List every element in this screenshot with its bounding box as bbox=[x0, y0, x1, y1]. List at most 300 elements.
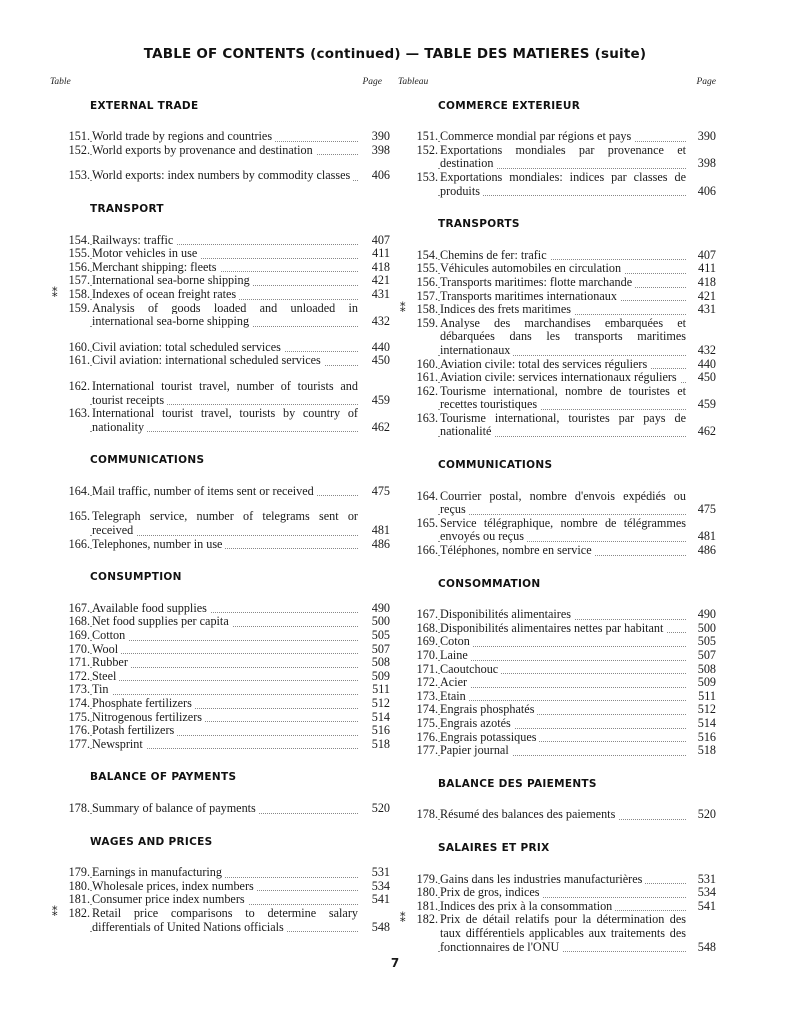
toc-entry[interactable] bbox=[50, 302, 390, 329]
entry-title bbox=[438, 490, 686, 517]
toc-entry[interactable] bbox=[50, 380, 390, 407]
column-header bbox=[50, 76, 390, 90]
table-number-text: 158. bbox=[68, 286, 90, 301]
toc-entry[interactable] bbox=[398, 290, 716, 304]
toc-entry[interactable] bbox=[398, 873, 716, 887]
toc-entry[interactable] bbox=[50, 247, 390, 261]
entry-title-text: Tourisme international, nombre de touristes et recettes touristiques bbox=[440, 384, 686, 412]
table-number-text: 170. bbox=[68, 641, 90, 656]
toc-entry[interactable] bbox=[398, 900, 716, 914]
page-reference[interactable]: 531 bbox=[697, 871, 716, 886]
page-reference[interactable]: 509 bbox=[697, 675, 716, 690]
toc-entry[interactable] bbox=[398, 913, 716, 954]
toc-entry[interactable] bbox=[398, 317, 716, 358]
table-number-text: 178. bbox=[416, 807, 438, 822]
entry-title-text: Disponibilités alimentaires bbox=[440, 608, 574, 621]
page-reference[interactable]: 518 bbox=[371, 736, 390, 751]
table-number bbox=[398, 171, 438, 185]
entry-title bbox=[438, 717, 686, 731]
table-number-text: 170. bbox=[416, 648, 438, 662]
page-reference[interactable]: 505 bbox=[371, 628, 390, 643]
table-number bbox=[398, 717, 438, 731]
entry-title bbox=[438, 731, 686, 745]
toc-entry[interactable] bbox=[50, 907, 390, 934]
entry-title-text: Civil aviation: total scheduled services bbox=[92, 341, 284, 354]
table-number-text: 168. bbox=[416, 620, 438, 635]
toc-section bbox=[398, 578, 716, 758]
page-number: 7 bbox=[390, 956, 400, 970]
toc-entry[interactable] bbox=[398, 703, 716, 717]
dot-leader bbox=[438, 687, 686, 688]
toc-entry[interactable] bbox=[398, 731, 716, 745]
toc-entry[interactable] bbox=[398, 886, 716, 900]
table-number-text: 154. bbox=[68, 232, 90, 247]
table-number-text: 175. bbox=[68, 709, 90, 724]
page-reference[interactable]: 500 bbox=[371, 614, 390, 629]
table-number bbox=[50, 169, 90, 183]
page-reference[interactable]: 490 bbox=[697, 607, 716, 622]
entry-title bbox=[90, 510, 358, 537]
entry-title bbox=[90, 602, 358, 616]
toc-entry[interactable] bbox=[50, 288, 390, 302]
entry-title-text: Disponibilités alimentaires nettes par habitant bbox=[440, 622, 666, 635]
page-reference[interactable]: 462 bbox=[697, 424, 716, 439]
entry-title-text: Exportations mondiales par provenance et destination bbox=[440, 143, 686, 171]
entry-title bbox=[90, 341, 358, 355]
table-number-text: 159. bbox=[416, 315, 438, 330]
toc-section bbox=[50, 571, 390, 751]
page-reference[interactable]: 516 bbox=[371, 723, 390, 738]
table-number-text: 180. bbox=[416, 885, 438, 900]
entry-title bbox=[438, 371, 686, 385]
page-reference[interactable]: 398 bbox=[371, 142, 390, 157]
toc-entry[interactable] bbox=[50, 261, 390, 275]
entry-title-text: Potash fertilizers bbox=[92, 724, 177, 737]
table-number-text: 167. bbox=[416, 607, 438, 622]
toc-section bbox=[50, 454, 390, 551]
dot-leader bbox=[90, 694, 358, 695]
table-number-text: 167. bbox=[68, 600, 90, 615]
page-reference[interactable]: 398 bbox=[697, 156, 716, 171]
page-reference[interactable]: 432 bbox=[371, 314, 390, 329]
table-number bbox=[50, 302, 90, 316]
toc-entry[interactable] bbox=[398, 608, 716, 622]
toc-entry[interactable] bbox=[50, 802, 390, 816]
page-reference[interactable]: 407 bbox=[697, 247, 716, 262]
toc-entry[interactable] bbox=[398, 144, 716, 171]
table-number-text: 161. bbox=[68, 353, 90, 368]
table-number-text: 169. bbox=[68, 628, 90, 643]
entry-title-text: Rubber bbox=[92, 656, 131, 669]
entry-title bbox=[90, 288, 358, 302]
entry-title-text: Available food supplies bbox=[92, 602, 210, 615]
page-reference[interactable]: 507 bbox=[371, 641, 390, 656]
toc-entry[interactable] bbox=[50, 866, 390, 880]
table-number-text: 174. bbox=[416, 702, 438, 717]
table-number-text: 155. bbox=[416, 261, 438, 276]
page-reference[interactable]: 486 bbox=[697, 543, 716, 558]
table-number bbox=[50, 130, 90, 144]
section-title: CONSOMMATION bbox=[438, 577, 541, 590]
page-reference[interactable]: 450 bbox=[371, 353, 390, 368]
page-reference[interactable]: 512 bbox=[371, 696, 390, 710]
table-number bbox=[50, 144, 90, 158]
toc-entry[interactable] bbox=[398, 303, 716, 317]
section-title: BALANCE DES PAIEMENTS bbox=[438, 777, 597, 790]
toc-entry[interactable] bbox=[398, 517, 716, 544]
entry-title-text: Wholesale prices, index numbers bbox=[92, 880, 257, 893]
page-reference[interactable]: 531 bbox=[371, 865, 390, 880]
table-number-text: 158. bbox=[416, 302, 438, 317]
entry-title bbox=[90, 234, 358, 248]
page-reference[interactable]: 534 bbox=[371, 878, 390, 893]
entry-title-text: Exportations mondiales: indices par classes de produits bbox=[440, 170, 686, 198]
table-number-text: 182. bbox=[68, 905, 90, 920]
entry-title bbox=[438, 358, 686, 372]
toc-entry[interactable] bbox=[398, 649, 716, 663]
table-number bbox=[398, 262, 438, 276]
entry-title-text: Transports maritimes: flotte marchande bbox=[440, 276, 635, 289]
entry-title bbox=[438, 635, 686, 649]
table-number bbox=[50, 893, 90, 907]
table-column-label: Table bbox=[50, 77, 71, 87]
table-number-text: 172. bbox=[416, 675, 438, 690]
toc-entry[interactable] bbox=[50, 711, 390, 725]
toc-entry[interactable] bbox=[50, 738, 390, 752]
page-reference[interactable]: 508 bbox=[697, 661, 716, 676]
page-reference[interactable]: 390 bbox=[697, 129, 716, 144]
table-column-label: Tableau bbox=[398, 77, 429, 87]
table-number bbox=[398, 900, 438, 914]
section-title: WAGES AND PRICES bbox=[90, 835, 213, 848]
table-number bbox=[398, 249, 438, 263]
toc-entry[interactable] bbox=[398, 358, 716, 372]
entry-title bbox=[438, 262, 686, 276]
table-number bbox=[398, 635, 438, 649]
table-number bbox=[50, 274, 90, 288]
toc-entry[interactable] bbox=[398, 385, 716, 412]
table-number-text: 178. bbox=[68, 800, 90, 815]
toc-entry[interactable] bbox=[398, 544, 716, 558]
entry-title bbox=[90, 880, 358, 894]
entry-title bbox=[438, 544, 686, 558]
toc-entry[interactable] bbox=[50, 354, 390, 368]
toc-entry[interactable] bbox=[50, 893, 390, 907]
table-number-text: 157. bbox=[68, 273, 90, 288]
table-number-text: 165. bbox=[68, 509, 90, 524]
toc-entry[interactable] bbox=[50, 407, 390, 434]
toc-entry[interactable] bbox=[50, 144, 390, 158]
table-number-text: 176. bbox=[416, 729, 438, 744]
toc-entry[interactable] bbox=[398, 262, 716, 276]
new-table-marker-icon: ⁑ bbox=[52, 287, 58, 300]
table-number-text: 173. bbox=[416, 688, 438, 703]
table-number bbox=[398, 703, 438, 717]
entry-title-text: Prix de détail relatifs pour la détermination des taux différentiels applicables aux traitements des fonctionnaires de l'ONU bbox=[440, 913, 686, 954]
toc-entry[interactable] bbox=[398, 622, 716, 636]
toc-entry[interactable] bbox=[50, 683, 390, 697]
page-reference[interactable]: 505 bbox=[697, 634, 716, 649]
entry-title-text: Newsprint bbox=[92, 738, 146, 751]
section-title: BALANCE OF PAYMENTS bbox=[90, 771, 237, 784]
entry-title-text: Téléphones, nombre en service bbox=[440, 544, 595, 557]
page-reference[interactable]: 450 bbox=[697, 370, 716, 385]
toc-entry[interactable] bbox=[50, 724, 390, 738]
table-number bbox=[398, 913, 438, 927]
page-reference[interactable]: 518 bbox=[697, 743, 716, 758]
page-reference[interactable]: 411 bbox=[372, 246, 390, 261]
entry-title-text: Laine bbox=[440, 649, 471, 662]
page-column-label: Page bbox=[696, 77, 716, 87]
entry-title bbox=[438, 144, 686, 171]
entry-title-text: Wool bbox=[92, 643, 121, 656]
page-reference[interactable]: 534 bbox=[697, 885, 716, 900]
entry-title bbox=[438, 676, 686, 690]
entry-title-text: Service télégraphique, nombre de télégrammes envoyés ou reçus bbox=[440, 516, 686, 544]
entry-title-text: International sea-borne shipping bbox=[92, 274, 253, 287]
section-title: COMMERCE EXTERIEUR bbox=[438, 99, 581, 112]
column-header bbox=[398, 76, 716, 90]
page-reference[interactable]: 440 bbox=[371, 339, 390, 354]
toc-entry[interactable] bbox=[50, 130, 390, 144]
table-number-text: 151. bbox=[68, 129, 90, 144]
entry-title bbox=[90, 866, 358, 880]
table-number-text: 176. bbox=[68, 723, 90, 738]
table-number-text: 157. bbox=[416, 288, 438, 303]
table-number bbox=[398, 649, 438, 663]
section-title: CONSUMPTION bbox=[90, 571, 182, 584]
table-number bbox=[398, 290, 438, 304]
page-reference[interactable]: 481 bbox=[371, 523, 390, 538]
toc-entry[interactable] bbox=[398, 808, 716, 822]
entry-title bbox=[90, 274, 358, 288]
table-number bbox=[398, 371, 438, 385]
table-number bbox=[50, 711, 90, 725]
table-number bbox=[50, 907, 90, 921]
entry-title bbox=[90, 302, 358, 329]
entry-title bbox=[90, 247, 358, 261]
table-number bbox=[398, 144, 438, 158]
table-number bbox=[398, 317, 438, 331]
page-reference[interactable]: 459 bbox=[697, 397, 716, 412]
page-reference[interactable]: 514 bbox=[697, 715, 716, 730]
page-reference[interactable]: 406 bbox=[371, 168, 390, 183]
table-number-text: 163. bbox=[68, 406, 90, 421]
entry-title-text: Etain bbox=[440, 690, 469, 703]
table-number-text: 165. bbox=[416, 515, 438, 530]
page-reference[interactable]: 541 bbox=[697, 898, 716, 913]
table-number-text: 181. bbox=[416, 898, 438, 913]
entry-title bbox=[438, 703, 686, 717]
toc-entry[interactable] bbox=[50, 656, 390, 670]
table-number bbox=[50, 602, 90, 616]
page-reference[interactable]: 509 bbox=[371, 668, 390, 683]
table-number bbox=[50, 234, 90, 248]
entry-title-text: International tourist travel, number of tourists and tourist receipts bbox=[92, 379, 358, 407]
table-number bbox=[50, 380, 90, 394]
entry-title-text: Indices des prix à la consommation bbox=[440, 900, 615, 913]
toc-entry[interactable] bbox=[50, 234, 390, 248]
table-number-text: 161. bbox=[416, 370, 438, 385]
toc-entry[interactable] bbox=[50, 538, 390, 552]
page-reference[interactable]: 475 bbox=[371, 483, 390, 498]
entry-title-text: Retail price comparisons to determine salary differentials of United Nations officials bbox=[92, 906, 358, 934]
toc-entry[interactable] bbox=[50, 629, 390, 643]
entry-title bbox=[90, 380, 358, 407]
toc-entry[interactable] bbox=[50, 643, 390, 657]
table-number bbox=[398, 873, 438, 887]
table-number bbox=[398, 886, 438, 900]
page-reference[interactable]: 508 bbox=[371, 655, 390, 670]
page-reference[interactable]: 520 bbox=[697, 807, 716, 822]
page-reference[interactable]: 475 bbox=[697, 502, 716, 517]
table-number bbox=[398, 544, 438, 558]
table-number-text: 151. bbox=[416, 129, 438, 144]
toc-entry[interactable] bbox=[50, 880, 390, 894]
toc-column-english bbox=[50, 76, 390, 954]
entry-title-text: World trade by regions and countries bbox=[92, 130, 275, 143]
toc-entry[interactable] bbox=[398, 276, 716, 290]
page-reference[interactable]: 431 bbox=[371, 286, 390, 301]
toc-entry[interactable] bbox=[50, 510, 390, 537]
page-reference[interactable]: 486 bbox=[371, 536, 390, 551]
entry-title bbox=[90, 724, 358, 738]
page-reference[interactable]: 462 bbox=[371, 419, 390, 434]
page-reference[interactable]: 390 bbox=[371, 129, 390, 144]
table-number bbox=[398, 303, 438, 317]
table-number-text: 169. bbox=[416, 634, 438, 649]
section-title: SALAIRES ET PRIX bbox=[438, 841, 550, 854]
page-reference[interactable]: 548 bbox=[697, 939, 716, 954]
table-number-text: 182. bbox=[416, 912, 438, 927]
entry-title-text: Résumé des balances des paiements bbox=[440, 808, 618, 821]
page-reference[interactable]: 548 bbox=[371, 919, 390, 934]
table-number-text: 155. bbox=[68, 246, 90, 261]
table-number-text: 166. bbox=[416, 543, 438, 558]
table-number bbox=[398, 130, 438, 144]
toc-entry[interactable] bbox=[398, 490, 716, 517]
page-reference[interactable]: 418 bbox=[371, 259, 390, 274]
page-reference[interactable]: 520 bbox=[371, 800, 390, 815]
table-number-text: 172. bbox=[68, 668, 90, 683]
toc-entry[interactable] bbox=[50, 615, 390, 629]
entry-title bbox=[438, 130, 686, 144]
table-number bbox=[398, 490, 438, 504]
page-reference[interactable]: 459 bbox=[371, 392, 390, 407]
page-reference[interactable]: 481 bbox=[697, 529, 716, 544]
entry-title bbox=[90, 670, 358, 684]
toc-section bbox=[398, 459, 716, 558]
table-number bbox=[50, 615, 90, 629]
toc-entry[interactable] bbox=[50, 169, 390, 183]
entry-title bbox=[90, 261, 358, 275]
table-number-text: 156. bbox=[416, 274, 438, 289]
page-reference[interactable]: 507 bbox=[697, 648, 716, 662]
entry-title bbox=[90, 643, 358, 657]
page-reference[interactable]: 406 bbox=[697, 183, 716, 198]
toc-entry[interactable] bbox=[398, 744, 716, 758]
entry-title-text: Motor vehicles in use bbox=[92, 247, 200, 260]
page-column-label: Page bbox=[362, 77, 382, 87]
toc-sections bbox=[398, 100, 716, 955]
toc-entry[interactable] bbox=[398, 130, 716, 144]
section-title: TRANSPORTS bbox=[438, 218, 520, 231]
table-number bbox=[398, 622, 438, 636]
table-number-text: 154. bbox=[416, 247, 438, 262]
toc-entry[interactable] bbox=[398, 690, 716, 704]
table-number bbox=[50, 670, 90, 684]
entry-title-text: Engrais potassiques bbox=[440, 731, 539, 744]
toc-entry[interactable] bbox=[398, 663, 716, 677]
toc-entry[interactable] bbox=[398, 717, 716, 731]
table-number-text: 173. bbox=[68, 682, 90, 697]
entry-title-text: Papier journal bbox=[440, 744, 512, 757]
dot-leader bbox=[90, 640, 358, 641]
entry-title-text: Civil aviation: international scheduled services bbox=[92, 354, 324, 367]
toc-entry[interactable] bbox=[50, 485, 390, 499]
toc-entry[interactable] bbox=[398, 371, 716, 385]
page-reference[interactable]: 490 bbox=[371, 600, 390, 615]
toc-entry[interactable] bbox=[50, 602, 390, 616]
entry-title bbox=[90, 893, 358, 907]
toc-section bbox=[398, 842, 716, 954]
page-reference[interactable]: 421 bbox=[697, 288, 716, 303]
toc-entry[interactable] bbox=[50, 670, 390, 684]
entry-title-text: Courrier postal, nombre d'envois expédiés ou reçus bbox=[440, 489, 686, 517]
toc-section bbox=[50, 203, 390, 434]
entry-title bbox=[90, 629, 358, 643]
entry-title bbox=[90, 485, 358, 499]
toc-entry[interactable] bbox=[50, 341, 390, 355]
toc-entry[interactable] bbox=[398, 412, 716, 439]
toc-entry[interactable] bbox=[398, 171, 716, 198]
page-reference[interactable]: 541 bbox=[371, 892, 390, 907]
toc-entry[interactable] bbox=[398, 249, 716, 263]
page-reference[interactable]: 411 bbox=[698, 261, 716, 276]
table-number bbox=[50, 485, 90, 499]
page-reference[interactable]: 516 bbox=[697, 729, 716, 744]
page-reference[interactable]: 511 bbox=[372, 682, 390, 697]
entry-title bbox=[90, 130, 358, 144]
entry-title-text: Analyse des marchandises embarquées et débarquées dans les transports maritimes internationaux bbox=[440, 316, 686, 357]
page-reference[interactable]: 440 bbox=[697, 356, 716, 371]
toc-entry[interactable] bbox=[398, 676, 716, 690]
table-number-text: 160. bbox=[68, 339, 90, 354]
page-reference[interactable]: 511 bbox=[698, 688, 716, 703]
page-reference[interactable]: 421 bbox=[371, 273, 390, 288]
dot-leader bbox=[438, 646, 686, 647]
table-number bbox=[50, 354, 90, 368]
entry-title bbox=[90, 615, 358, 629]
table-number-text: 179. bbox=[68, 865, 90, 880]
entry-title bbox=[438, 913, 686, 954]
page-reference[interactable]: 407 bbox=[371, 232, 390, 247]
toc-entry[interactable] bbox=[50, 274, 390, 288]
page-reference[interactable]: 500 bbox=[697, 620, 716, 635]
page-reference[interactable]: 514 bbox=[371, 709, 390, 724]
toc-entry[interactable] bbox=[398, 635, 716, 649]
page-reference[interactable]: 431 bbox=[697, 302, 716, 317]
table-number bbox=[50, 724, 90, 738]
toc-column-french bbox=[398, 76, 716, 974]
table-number bbox=[50, 341, 90, 355]
page-reference[interactable]: 512 bbox=[697, 702, 716, 717]
toc-entry[interactable] bbox=[50, 697, 390, 711]
page-reference[interactable]: 418 bbox=[697, 274, 716, 289]
table-number bbox=[50, 407, 90, 421]
page-reference[interactable]: 432 bbox=[697, 342, 716, 357]
table-number bbox=[50, 683, 90, 697]
